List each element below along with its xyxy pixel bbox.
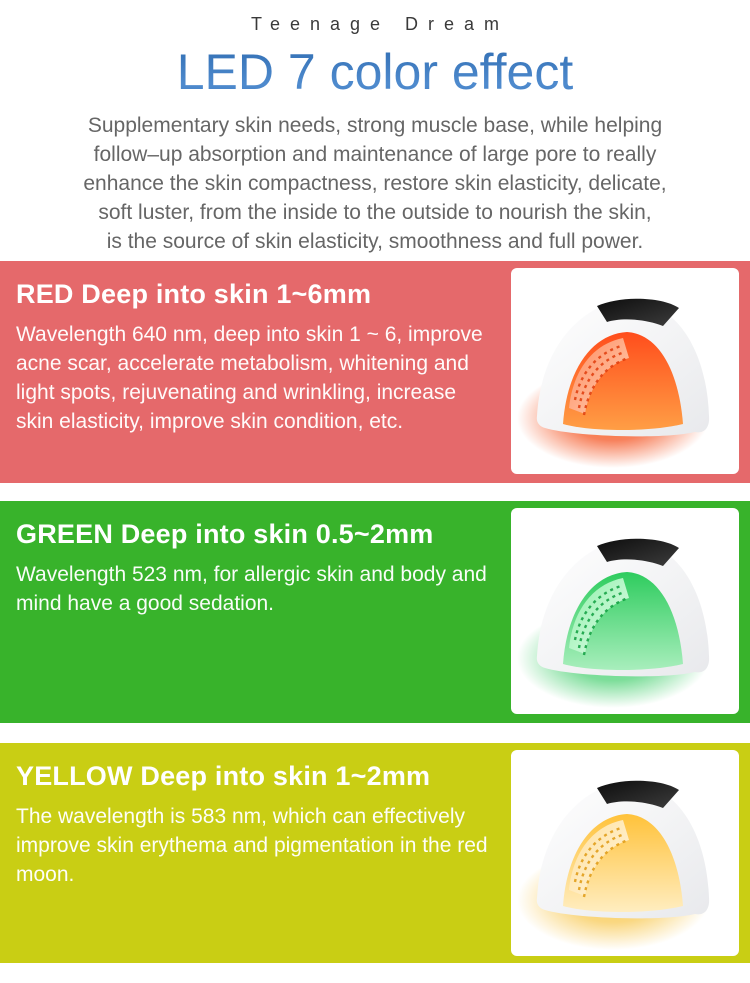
section-red-title: RED Deep into skin 1~6mm bbox=[16, 279, 372, 309]
device-photo-green bbox=[511, 508, 739, 714]
device-photo-yellow bbox=[511, 750, 739, 956]
intro-paragraph bbox=[0, 111, 750, 256]
intro-line: is the source of skin elasticity, smoothness and full power. bbox=[106, 230, 644, 253]
intro-line: follow–up absorption and maintenance of large pore to really bbox=[93, 143, 657, 166]
brand-name: Teenage Dream bbox=[250, 14, 510, 34]
device-photo-red bbox=[511, 268, 739, 474]
led-device-red-illustration bbox=[511, 268, 739, 474]
section-red-body: Wavelength 640 nm, deep into skin 1 ~ 6, improve acne scar, accelerate metabolism, whitening and light spots, rejuvenating and wrinkling, increase skin elasticity, improve skin condition, etc. bbox=[16, 323, 483, 433]
section-green-title: GREEN Deep into skin 0.5~2mm bbox=[16, 519, 434, 549]
page-header bbox=[0, 0, 750, 261]
section-yellow-title: YELLOW Deep into skin 1~2mm bbox=[16, 761, 431, 791]
led-device-green-illustration bbox=[511, 508, 739, 714]
page-title: LED 7 color effect bbox=[0, 41, 750, 103]
led-device-yellow-illustration bbox=[511, 750, 739, 956]
section-yellow-body: The wavelength is 583 nm, which can effectively improve skin erythema and pigmentation in the red moon. bbox=[16, 805, 488, 886]
intro-line: soft luster, from the inside to the outside to nourish the skin, bbox=[98, 201, 652, 224]
section-red bbox=[0, 261, 750, 483]
section-green bbox=[0, 501, 750, 723]
intro-line: Supplementary skin needs, strong muscle base, while helping bbox=[87, 114, 663, 137]
intro-line: enhance the skin compactness, restore skin elasticity, delicate, bbox=[83, 172, 667, 195]
section-green-body: Wavelength 523 nm, for allergic skin and body and mind have a good sedation. bbox=[16, 563, 487, 615]
section-yellow bbox=[0, 743, 750, 963]
